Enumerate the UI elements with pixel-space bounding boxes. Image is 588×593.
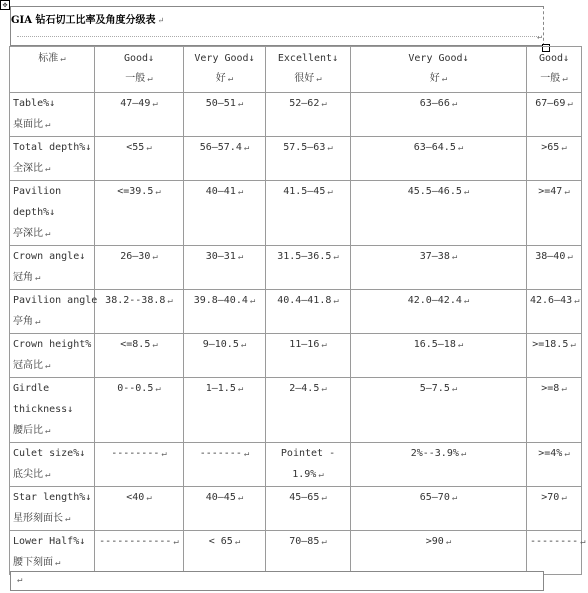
cell-text: 腰后比	[13, 425, 43, 436]
cell-text-line	[13, 464, 91, 486]
paragraph-mark-icon: ↵	[327, 143, 333, 153]
paragraph-mark-icon: ↵	[237, 493, 244, 503]
table-cell[interactable]	[527, 443, 582, 487]
cell-text: 40—45	[205, 492, 236, 503]
cell-text: 57.5—63	[283, 142, 326, 153]
table-cell[interactable]	[351, 487, 527, 531]
cell-text-line: Lower Half%↓	[13, 536, 86, 547]
cell-text: 45.5—46.5	[407, 186, 462, 197]
paragraph-mark-icon: ↵	[321, 384, 327, 394]
cell-text: <=8.5	[120, 339, 151, 350]
paragraph-mark-icon: ↵	[55, 558, 61, 568]
table-cell[interactable]	[95, 443, 184, 487]
cell-text: 56—57.4	[199, 142, 242, 153]
paragraph-mark-icon: ↵	[243, 449, 250, 459]
cell-text-line: Crown angle↓	[13, 251, 86, 262]
table-cell[interactable]	[266, 443, 351, 487]
paragraph-mark-icon: ↵	[161, 449, 167, 459]
table-cell[interactable]	[95, 246, 184, 290]
paragraph-mark-icon: ↵	[155, 187, 161, 197]
cell-text-line	[354, 69, 523, 89]
paragraph-mark-icon: ↵	[463, 187, 470, 197]
table-cell[interactable]	[95, 378, 184, 443]
row-label-cell[interactable]	[10, 246, 95, 290]
cell-text: 亭角	[13, 316, 33, 327]
paragraph-mark-icon: ↵	[237, 252, 244, 262]
cell-text: 38—40	[535, 251, 566, 262]
paragraph-mark-icon: ↵	[463, 296, 470, 306]
cell-text: 40.4—41.8	[277, 295, 332, 306]
paragraph-mark-icon: ↵	[173, 537, 179, 547]
footer-text-box[interactable]	[10, 571, 544, 591]
table-cell[interactable]	[95, 93, 184, 137]
table-cell[interactable]	[266, 93, 351, 137]
cell-text: 1—1.5	[205, 383, 236, 394]
grading-table	[9, 46, 586, 575]
table-cell[interactable]	[95, 181, 184, 246]
paragraph-mark-icon: ↵	[146, 143, 152, 153]
paragraph-mark-icon: ↵	[45, 426, 51, 436]
cell-text-line: Very Good↓	[194, 53, 255, 64]
paragraph-mark-icon: ↵	[237, 187, 244, 197]
paragraph-mark-icon: ↵	[537, 32, 542, 41]
paragraph-mark-icon: ↵	[567, 99, 573, 109]
cell-text-line: Good↓	[123, 53, 155, 64]
cell-text: 52—62	[289, 98, 320, 109]
cell-text-line: Excellent↓	[277, 53, 339, 64]
cell-text: 30—31	[205, 251, 236, 262]
cell-text-line	[13, 267, 91, 289]
cell-text: 冠高比	[13, 360, 43, 371]
table-cell[interactable]	[95, 531, 184, 575]
table-cell[interactable]	[351, 443, 527, 487]
cell-text: 冠角	[13, 272, 33, 283]
cell-text: 全深比	[13, 163, 43, 174]
table-cell[interactable]	[95, 334, 184, 378]
cell-text-line: Crown height%	[13, 339, 92, 350]
table-cell[interactable]	[527, 378, 582, 443]
cell-text: >90	[425, 536, 444, 547]
cell-text: 38.2--38.8	[105, 295, 166, 306]
paragraph-mark-icon: ↵	[318, 470, 324, 480]
title-text-box[interactable]	[10, 6, 544, 46]
paragraph-mark-icon: ↵	[167, 296, 173, 306]
paragraph-mark-icon: ↵	[65, 514, 71, 524]
row-label-cell[interactable]	[10, 290, 98, 334]
paragraph-mark-icon: ↵	[561, 493, 567, 503]
cell-text: 0--0.5	[117, 383, 154, 394]
paragraph-mark-icon: ↵	[45, 164, 51, 174]
table-cell[interactable]	[351, 531, 527, 575]
cell-text: 41.5—45	[283, 186, 326, 197]
paragraph-mark-icon: ↵	[451, 493, 458, 503]
paragraph-mark-icon: ↵	[561, 384, 567, 394]
paragraph-mark-icon: ↵	[562, 74, 568, 84]
table-row	[10, 531, 582, 575]
cell-text: 70—85	[289, 536, 320, 547]
cell-text: 31.5—36.5	[277, 251, 332, 262]
table-cell[interactable]	[184, 93, 266, 137]
cell-text: >=4%	[538, 448, 563, 459]
cell-text-line: Table%↓	[13, 98, 56, 109]
paragraph-mark-icon: ↵	[45, 361, 51, 371]
column-header[interactable]	[95, 47, 184, 93]
paragraph-mark-icon: ↵	[35, 273, 41, 283]
paragraph-mark-icon: ↵	[580, 537, 586, 547]
row-label-cell[interactable]	[10, 487, 95, 531]
cell-text-line	[13, 355, 91, 377]
cell-text: 桌面比	[13, 119, 43, 130]
cell-text-line	[269, 69, 347, 89]
paragraph-mark-icon: ↵	[240, 340, 247, 350]
paragraph-mark-icon: ↵	[321, 340, 327, 350]
cell-text: 标准	[38, 53, 59, 64]
cell-text: 37—38	[419, 251, 450, 262]
table-row	[10, 246, 582, 290]
table-cell[interactable]	[527, 93, 582, 137]
cell-text-line	[269, 464, 347, 486]
table-cell[interactable]	[184, 487, 266, 531]
paragraph-mark-icon: ↵	[249, 296, 256, 306]
paragraph-mark-icon: ↵	[316, 74, 322, 84]
cell-text-line	[13, 158, 91, 180]
cell-text: < 65	[208, 536, 233, 547]
text-box-guide-line	[17, 36, 539, 37]
table-cell[interactable]	[184, 181, 266, 246]
table-cell[interactable]	[266, 246, 351, 290]
table-cell[interactable]	[527, 137, 582, 181]
paragraph-mark-icon: ↵	[460, 449, 467, 459]
cell-text: <40	[126, 492, 145, 503]
cell-text: --------	[530, 536, 579, 547]
cell-text: 星形刻面长	[13, 513, 63, 524]
cell-text: 26—30	[120, 251, 151, 262]
row-label-cell[interactable]	[10, 334, 95, 378]
table-row	[10, 93, 582, 137]
table-row	[10, 334, 582, 378]
paragraph-mark-icon: ↵	[152, 340, 158, 350]
paragraph-mark-icon: ↵	[157, 16, 165, 25]
table-cell[interactable]	[266, 531, 351, 575]
cell-text: 1.9%	[292, 469, 317, 480]
cell-text: 亭深比	[13, 228, 43, 239]
column-header[interactable]	[10, 47, 95, 93]
table-row	[10, 443, 582, 487]
cell-text: 一般	[540, 73, 561, 84]
cell-text: 39.8—40.4	[193, 295, 248, 306]
cell-text: 底尖比	[13, 469, 43, 480]
paragraph-mark-icon: ↵	[35, 317, 41, 327]
cell-text: -------	[199, 448, 242, 459]
table-cell[interactable]	[266, 334, 351, 378]
paragraph-mark-icon: ↵	[564, 449, 570, 459]
cell-text: 47—49	[120, 98, 151, 109]
cell-text: 45—65	[289, 492, 320, 503]
paragraph-mark-icon: ↵	[227, 74, 234, 84]
cell-text: ------------	[99, 536, 172, 547]
cell-text: 腰下刻面	[13, 557, 53, 568]
move-handle-icon[interactable]: ✥	[0, 0, 10, 10]
paragraph-mark-icon: ↵	[445, 537, 452, 547]
table-cell[interactable]	[266, 137, 351, 181]
paragraph-mark-icon: ↵	[155, 384, 161, 394]
table-cell[interactable]	[527, 487, 582, 531]
document-title: GIA 钻石切工比率及角度分级表 ↵	[11, 15, 165, 26]
table-cell[interactable]	[351, 290, 527, 334]
cell-text-line	[13, 223, 91, 245]
cell-text: --------	[111, 448, 160, 459]
table-cell[interactable]	[351, 181, 527, 246]
cell-text: 好	[215, 73, 226, 84]
cell-text: 67—69	[535, 98, 566, 109]
cell-text-line	[13, 311, 91, 333]
cell-text: 11—16	[289, 339, 320, 350]
paragraph-mark-icon: ↵	[237, 99, 244, 109]
paragraph-mark-icon: ↵	[147, 74, 153, 84]
column-header[interactable]	[351, 47, 527, 93]
table-cell[interactable]	[351, 137, 527, 181]
paragraph-mark-icon: ↵	[45, 229, 51, 239]
table-cell[interactable]	[527, 246, 582, 290]
row-label-cell[interactable]	[10, 137, 95, 181]
paragraph-mark-icon: ↵	[574, 296, 580, 306]
cell-text: 5—7.5	[419, 383, 450, 394]
paragraph-mark-icon: ↵	[564, 187, 570, 197]
cell-text: >=8	[541, 383, 560, 394]
cell-text: 很好	[294, 73, 315, 84]
table-cell[interactable]	[351, 378, 527, 443]
table-cell[interactable]	[351, 334, 527, 378]
row-label-cell[interactable]	[10, 443, 95, 487]
cell-text: 好	[429, 73, 440, 84]
cell-text: >=18.5	[532, 339, 569, 350]
table-cell[interactable]	[184, 246, 266, 290]
row-label-cell[interactable]	[10, 378, 95, 443]
cell-text: >=47	[538, 186, 563, 197]
cell-text: >70	[541, 492, 560, 503]
cell-text: 40—41	[205, 186, 236, 197]
header-row	[10, 47, 582, 93]
cell-text: 63—64.5	[413, 142, 456, 153]
table-cell[interactable]	[527, 290, 582, 334]
paragraph-mark-icon: ↵	[561, 143, 567, 153]
cell-text-line: Culet size%↓	[13, 448, 86, 459]
cell-text: 42.6—43	[530, 295, 573, 306]
table-cell[interactable]	[95, 487, 184, 531]
cell-text: 63—66	[419, 98, 450, 109]
cell-text: >65	[541, 142, 560, 153]
cell-text-line: Pavilion angle	[13, 295, 98, 306]
table-cell[interactable]	[95, 137, 184, 181]
table-cell[interactable]	[184, 378, 266, 443]
table-row	[10, 290, 582, 334]
table-row	[10, 487, 582, 531]
cell-text-line	[13, 49, 91, 69]
cell-text-line	[98, 69, 180, 89]
table-cell[interactable]	[266, 181, 351, 246]
paragraph-mark-icon: ↵	[321, 493, 327, 503]
cell-text: 65—70	[419, 492, 450, 503]
cell-text-line	[13, 420, 91, 442]
paragraph-mark-icon: ↵	[451, 384, 458, 394]
table-cell[interactable]	[184, 531, 266, 575]
table-cell[interactable]	[266, 378, 351, 443]
cell-text-line	[530, 69, 578, 89]
cell-text-line: Girdle	[13, 383, 50, 394]
cell-text: 一般	[125, 73, 146, 84]
cell-text-line: thickness↓	[13, 404, 74, 415]
paragraph-mark-icon: ↵	[243, 143, 250, 153]
cell-text-line	[13, 508, 91, 530]
column-header[interactable]	[527, 47, 582, 93]
cell-text-line	[187, 69, 262, 89]
cell-text: <=39.5	[117, 186, 154, 197]
cell-text-line: depth%↓	[13, 207, 56, 218]
table-row	[10, 378, 582, 443]
paragraph-mark-icon: ↵	[321, 99, 327, 109]
paragraph-mark-icon: ↵	[570, 340, 576, 350]
paragraph-mark-icon: ↵	[60, 54, 66, 64]
paragraph-mark-icon: ↵	[457, 340, 464, 350]
paragraph-mark-icon: ↵	[152, 99, 158, 109]
cell-text-line: Good↓	[538, 53, 570, 64]
paragraph-mark-icon: ↵	[333, 252, 339, 262]
cell-text: <55	[126, 142, 145, 153]
column-header[interactable]	[184, 47, 266, 93]
paragraph-mark-icon: ↵	[321, 537, 327, 547]
table-cell[interactable]	[184, 290, 266, 334]
row-label-cell[interactable]	[10, 181, 95, 246]
cell-text: 2%--3.9%	[410, 448, 459, 459]
table-cell[interactable]	[527, 531, 586, 575]
paragraph-mark-icon: ↵	[146, 493, 152, 503]
paragraph-mark-icon: ↵	[234, 537, 241, 547]
cell-text-line: Very Good↓	[408, 53, 469, 64]
table-row	[10, 137, 582, 181]
cell-text: 2—4.5	[289, 383, 320, 394]
cell-text-line: Total depth%↓	[13, 142, 92, 153]
paragraph-mark-icon: ↵	[567, 252, 573, 262]
paragraph-mark-icon: ↵	[152, 252, 158, 262]
cell-text: 9—10.5	[202, 339, 239, 350]
cell-text-line: Pavilion	[13, 186, 62, 197]
row-label-cell[interactable]	[10, 93, 95, 137]
paragraph-mark-icon: ↵	[333, 296, 339, 306]
table-cell[interactable]	[95, 290, 184, 334]
row-label-cell[interactable]	[10, 531, 95, 575]
paragraph-mark-icon: ↵	[451, 252, 458, 262]
cell-text-line: Pointet -	[280, 448, 336, 459]
table-cell[interactable]	[351, 93, 527, 137]
cell-text: 16.5—18	[413, 339, 456, 350]
paragraph-mark-icon: ↵	[451, 99, 458, 109]
table-cell[interactable]	[527, 334, 582, 378]
cell-text-line: Star length%↓	[13, 492, 92, 503]
cell-text-line	[13, 114, 91, 136]
cell-text: 50—51	[205, 98, 236, 109]
table-cell[interactable]	[527, 181, 582, 246]
paragraph-mark-icon: ↵	[457, 143, 464, 153]
table-cell[interactable]	[184, 334, 266, 378]
table-cell[interactable]	[184, 443, 266, 487]
table-cell[interactable]	[266, 487, 351, 531]
table-cell[interactable]	[184, 137, 266, 181]
paragraph-mark-icon: ↵	[441, 74, 448, 84]
paragraph-mark-icon: ↵	[237, 384, 244, 394]
paragraph-mark-icon: ↵	[45, 120, 51, 130]
column-header[interactable]	[266, 47, 351, 93]
paragraph-mark-icon: ↵	[17, 575, 23, 585]
table-row	[10, 181, 582, 246]
table-cell[interactable]	[351, 246, 527, 290]
paragraph-mark-icon: ↵	[327, 187, 333, 197]
table-cell[interactable]	[266, 290, 351, 334]
paragraph-mark-icon: ↵	[45, 470, 51, 480]
cell-text: 42.0—42.4	[407, 295, 462, 306]
